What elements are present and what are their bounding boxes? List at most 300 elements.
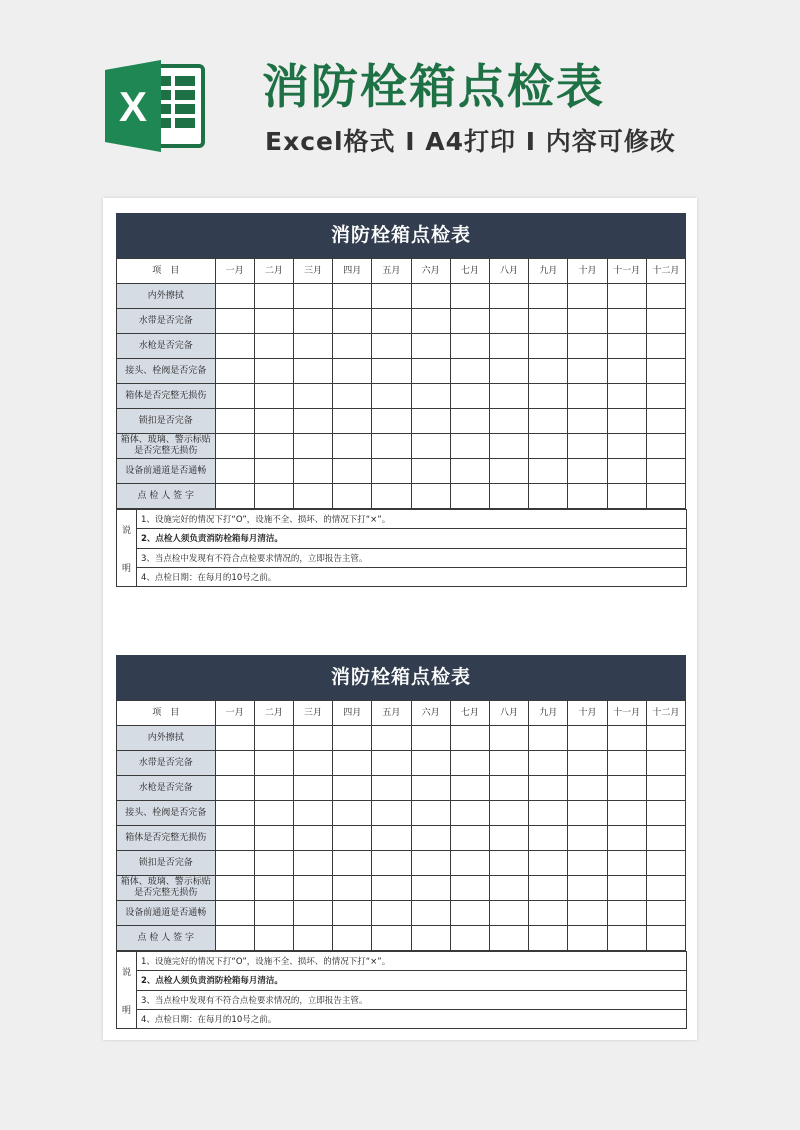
check-cell[interactable] <box>529 876 568 901</box>
month-header: 六月 <box>411 701 450 726</box>
check-cell[interactable] <box>254 484 293 509</box>
check-cell[interactable] <box>215 801 254 826</box>
logo-letter: X <box>118 83 148 130</box>
check-cell[interactable] <box>215 409 254 434</box>
check-cell[interactable] <box>333 876 372 901</box>
check-cell[interactable] <box>529 459 568 484</box>
check-cell[interactable] <box>215 926 254 951</box>
table-row <box>117 409 686 434</box>
table-row <box>117 309 686 334</box>
check-cell[interactable] <box>411 459 450 484</box>
check-cell[interactable] <box>293 384 332 409</box>
check-cell[interactable] <box>215 359 254 384</box>
check-cell[interactable] <box>450 434 489 459</box>
check-cell[interactable] <box>293 484 332 509</box>
note-text: 3、当点检中发现有不符合点检要求情况的，立即报告主管。 <box>137 990 687 1009</box>
check-cell[interactable] <box>646 901 685 926</box>
check-cell[interactable] <box>607 384 646 409</box>
month-header: 四月 <box>333 701 372 726</box>
check-cell[interactable] <box>254 776 293 801</box>
check-cell[interactable] <box>372 384 411 409</box>
check-cell[interactable] <box>333 284 372 309</box>
check-cell[interactable] <box>607 876 646 901</box>
check-cell[interactable] <box>372 359 411 384</box>
check-cell[interactable] <box>646 334 685 359</box>
check-cell[interactable] <box>333 776 372 801</box>
notes-label-char: 说 <box>121 525 131 536</box>
check-cell[interactable] <box>333 384 372 409</box>
check-cell[interactable] <box>607 334 646 359</box>
check-cell[interactable] <box>450 409 489 434</box>
check-cell[interactable] <box>254 876 293 901</box>
month-header: 十一月 <box>607 701 646 726</box>
check-cell[interactable] <box>489 901 528 926</box>
check-cell[interactable] <box>450 309 489 334</box>
check-cell[interactable] <box>607 776 646 801</box>
check-cell[interactable] <box>254 901 293 926</box>
check-cell[interactable] <box>489 726 528 751</box>
month-header: 九月 <box>529 259 568 284</box>
check-cell[interactable] <box>372 801 411 826</box>
check-cell[interactable] <box>372 851 411 876</box>
sheet-title: 消防栓箱点检表 <box>116 213 686 258</box>
check-cell[interactable] <box>489 459 528 484</box>
check-cell[interactable] <box>568 434 607 459</box>
check-cell[interactable] <box>646 826 685 851</box>
check-cell[interactable] <box>607 309 646 334</box>
check-cell[interactable] <box>293 284 332 309</box>
check-cell[interactable] <box>411 776 450 801</box>
month-header: 一月 <box>215 259 254 284</box>
table-row <box>117 359 686 384</box>
check-cell[interactable] <box>529 384 568 409</box>
note-row <box>117 971 687 990</box>
check-cell[interactable] <box>215 776 254 801</box>
check-cell[interactable] <box>372 459 411 484</box>
check-cell[interactable] <box>293 751 332 776</box>
check-cell[interactable] <box>450 876 489 901</box>
check-cell[interactable] <box>333 726 372 751</box>
check-cell[interactable] <box>293 826 332 851</box>
check-cell[interactable] <box>333 751 372 776</box>
check-cell[interactable] <box>529 434 568 459</box>
check-cell[interactable] <box>254 926 293 951</box>
check-cell[interactable] <box>607 434 646 459</box>
check-cell[interactable] <box>293 334 332 359</box>
check-cell[interactable] <box>646 776 685 801</box>
notes-label-char: 说 <box>121 967 131 978</box>
check-cell[interactable] <box>529 309 568 334</box>
check-cell[interactable] <box>607 359 646 384</box>
check-cell[interactable] <box>372 409 411 434</box>
inspection-table <box>116 700 686 951</box>
check-cell[interactable] <box>529 926 568 951</box>
check-cell[interactable] <box>489 284 528 309</box>
check-cell[interactable] <box>411 484 450 509</box>
check-cell[interactable] <box>411 359 450 384</box>
check-cell[interactable] <box>646 851 685 876</box>
check-cell[interactable] <box>293 309 332 334</box>
check-cell[interactable] <box>489 434 528 459</box>
check-cell[interactable] <box>646 726 685 751</box>
note-row <box>117 952 687 971</box>
item-label: 接头、栓阀是否完备 <box>117 359 216 384</box>
check-cell[interactable] <box>450 459 489 484</box>
check-cell[interactable] <box>646 484 685 509</box>
check-cell[interactable] <box>372 826 411 851</box>
check-cell[interactable] <box>411 876 450 901</box>
check-cell[interactable] <box>372 901 411 926</box>
check-cell[interactable] <box>489 801 528 826</box>
check-cell[interactable] <box>215 901 254 926</box>
check-cell[interactable] <box>293 434 332 459</box>
note-row <box>117 510 687 529</box>
check-cell[interactable] <box>568 309 607 334</box>
check-cell[interactable] <box>489 409 528 434</box>
check-cell[interactable] <box>293 851 332 876</box>
notes-label-char: 明 <box>121 563 131 574</box>
month-header: 八月 <box>489 259 528 284</box>
month-header: 十月 <box>568 701 607 726</box>
check-cell[interactable] <box>568 459 607 484</box>
check-cell[interactable] <box>372 309 411 334</box>
check-cell[interactable] <box>215 309 254 334</box>
check-cell[interactable] <box>529 826 568 851</box>
table-row <box>117 801 686 826</box>
check-cell[interactable] <box>372 751 411 776</box>
check-cell[interactable] <box>529 484 568 509</box>
check-cell[interactable] <box>333 309 372 334</box>
check-cell[interactable] <box>489 309 528 334</box>
check-cell[interactable] <box>254 459 293 484</box>
check-cell[interactable] <box>411 384 450 409</box>
check-cell[interactable] <box>529 334 568 359</box>
check-cell[interactable] <box>646 359 685 384</box>
check-cell[interactable] <box>489 826 528 851</box>
check-cell[interactable] <box>254 284 293 309</box>
item-label: 设备前通道是否通畅 <box>117 901 216 926</box>
note-text: 1、设施完好的情况下打“O”，设施不全、损坏、的情况下打“×”。 <box>137 510 687 529</box>
check-cell[interactable] <box>450 484 489 509</box>
check-cell[interactable] <box>411 751 450 776</box>
check-cell[interactable] <box>568 284 607 309</box>
check-cell[interactable] <box>293 726 332 751</box>
month-header: 二月 <box>254 701 293 726</box>
check-cell[interactable] <box>411 826 450 851</box>
item-label: 接头、栓阀是否完备 <box>117 801 216 826</box>
notes-label <box>117 952 137 1029</box>
table-row <box>117 334 686 359</box>
check-cell[interactable] <box>450 851 489 876</box>
month-header: 十二月 <box>646 701 685 726</box>
check-cell[interactable] <box>646 876 685 901</box>
check-cell[interactable] <box>450 334 489 359</box>
check-cell[interactable] <box>607 901 646 926</box>
check-cell[interactable] <box>450 926 489 951</box>
check-cell[interactable] <box>411 926 450 951</box>
check-cell[interactable] <box>254 851 293 876</box>
check-cell[interactable] <box>293 359 332 384</box>
check-cell[interactable] <box>293 801 332 826</box>
notes-table <box>116 509 687 587</box>
check-cell[interactable] <box>333 484 372 509</box>
note-row <box>117 529 687 548</box>
check-cell[interactable] <box>372 434 411 459</box>
table-row <box>117 926 686 951</box>
check-cell[interactable] <box>529 359 568 384</box>
check-cell[interactable] <box>215 284 254 309</box>
month-header: 三月 <box>293 701 332 726</box>
check-cell[interactable] <box>333 409 372 434</box>
check-cell[interactable] <box>450 776 489 801</box>
header-row <box>117 259 686 284</box>
check-cell[interactable] <box>568 926 607 951</box>
page-subtitle: Excel格式 I A4打印 I 内容可修改 <box>265 127 676 156</box>
item-label: 内外擦拭 <box>117 284 216 309</box>
check-cell[interactable] <box>215 751 254 776</box>
check-cell[interactable] <box>411 334 450 359</box>
month-header: 十一月 <box>607 259 646 284</box>
check-cell[interactable] <box>607 284 646 309</box>
header-row <box>117 701 686 726</box>
check-cell[interactable] <box>411 284 450 309</box>
check-cell[interactable] <box>607 484 646 509</box>
check-cell[interactable] <box>568 751 607 776</box>
check-cell[interactable] <box>293 901 332 926</box>
item-label: 内外擦拭 <box>117 726 216 751</box>
check-cell[interactable] <box>607 801 646 826</box>
note-text: 4、点检日期：在每月的10号之前。 <box>137 1009 687 1028</box>
table-row <box>117 751 686 776</box>
check-cell[interactable] <box>529 901 568 926</box>
check-cell[interactable] <box>607 826 646 851</box>
check-cell[interactable] <box>254 726 293 751</box>
table-row <box>117 876 686 901</box>
check-cell[interactable] <box>215 434 254 459</box>
check-cell[interactable] <box>529 409 568 434</box>
inspection-table <box>116 258 686 509</box>
check-cell[interactable] <box>254 434 293 459</box>
check-cell[interactable] <box>568 851 607 876</box>
check-cell[interactable] <box>529 284 568 309</box>
check-cell[interactable] <box>489 751 528 776</box>
month-header: 二月 <box>254 259 293 284</box>
table-row <box>117 434 686 459</box>
check-cell[interactable] <box>568 776 607 801</box>
check-cell[interactable] <box>411 409 450 434</box>
check-cell[interactable] <box>215 826 254 851</box>
check-cell[interactable] <box>529 751 568 776</box>
table-row <box>117 901 686 926</box>
check-cell[interactable] <box>489 776 528 801</box>
month-header: 六月 <box>411 259 450 284</box>
check-cell[interactable] <box>646 751 685 776</box>
check-cell[interactable] <box>607 851 646 876</box>
check-cell[interactable] <box>372 284 411 309</box>
check-cell[interactable] <box>333 826 372 851</box>
inspection-sheet <box>116 213 686 587</box>
table-row <box>117 826 686 851</box>
item-label: 锁扣是否完备 <box>117 409 216 434</box>
check-cell[interactable] <box>646 384 685 409</box>
check-cell[interactable] <box>646 459 685 484</box>
check-cell[interactable] <box>333 334 372 359</box>
notes-table <box>116 951 687 1029</box>
check-cell[interactable] <box>254 801 293 826</box>
check-cell[interactable] <box>646 926 685 951</box>
check-cell[interactable] <box>411 801 450 826</box>
check-cell[interactable] <box>215 726 254 751</box>
check-cell[interactable] <box>646 284 685 309</box>
header-item-label: 项 目 <box>117 701 216 726</box>
excel-logo-icon <box>103 58 205 154</box>
check-cell[interactable] <box>450 801 489 826</box>
item-label: 点 检 人 签 字 <box>117 926 216 951</box>
note-text: 2、点检人须负责消防栓箱每月清洁。 <box>137 529 687 548</box>
note-text: 4、点检日期：在每月的10号之前。 <box>137 567 687 586</box>
check-cell[interactable] <box>489 876 528 901</box>
check-cell[interactable] <box>293 876 332 901</box>
check-cell[interactable] <box>215 851 254 876</box>
check-cell[interactable] <box>568 384 607 409</box>
check-cell[interactable] <box>411 851 450 876</box>
table-row <box>117 384 686 409</box>
check-cell[interactable] <box>333 801 372 826</box>
check-cell[interactable] <box>568 876 607 901</box>
check-cell[interactable] <box>372 334 411 359</box>
check-cell[interactable] <box>450 726 489 751</box>
check-cell[interactable] <box>411 726 450 751</box>
check-cell[interactable] <box>450 826 489 851</box>
table-row <box>117 459 686 484</box>
check-cell[interactable] <box>411 309 450 334</box>
check-cell[interactable] <box>646 309 685 334</box>
check-cell[interactable] <box>607 926 646 951</box>
month-header: 十二月 <box>646 259 685 284</box>
note-text: 1、设施完好的情况下打“O”，设施不全、损坏、的情况下打“×”。 <box>137 952 687 971</box>
check-cell[interactable] <box>293 776 332 801</box>
month-header: 三月 <box>293 259 332 284</box>
month-header: 七月 <box>450 259 489 284</box>
item-label: 箱体、玻璃、警示标贴是否完整无损伤 <box>117 876 216 901</box>
check-cell[interactable] <box>254 309 293 334</box>
check-cell[interactable] <box>568 359 607 384</box>
item-label: 箱体是否完整无损伤 <box>117 826 216 851</box>
note-row <box>117 567 687 586</box>
check-cell[interactable] <box>372 484 411 509</box>
check-cell[interactable] <box>254 409 293 434</box>
check-cell[interactable] <box>215 459 254 484</box>
page-title: 消防栓箱点检表 <box>262 60 605 115</box>
month-header: 八月 <box>489 701 528 726</box>
check-cell[interactable] <box>372 776 411 801</box>
check-cell[interactable] <box>372 876 411 901</box>
check-cell[interactable] <box>529 776 568 801</box>
item-label: 水带是否完备 <box>117 751 216 776</box>
check-cell[interactable] <box>450 359 489 384</box>
check-cell[interactable] <box>568 826 607 851</box>
check-cell[interactable] <box>333 926 372 951</box>
check-cell[interactable] <box>607 726 646 751</box>
month-header: 十月 <box>568 259 607 284</box>
check-cell[interactable] <box>568 801 607 826</box>
check-cell[interactable] <box>293 409 332 434</box>
check-cell[interactable] <box>215 484 254 509</box>
check-cell[interactable] <box>254 751 293 776</box>
check-cell[interactable] <box>489 926 528 951</box>
check-cell[interactable] <box>411 901 450 926</box>
check-cell[interactable] <box>254 359 293 384</box>
check-cell[interactable] <box>293 926 332 951</box>
item-label: 箱体是否完整无损伤 <box>117 384 216 409</box>
month-header: 五月 <box>372 259 411 284</box>
check-cell[interactable] <box>254 384 293 409</box>
check-cell[interactable] <box>568 726 607 751</box>
page-header <box>0 0 800 195</box>
check-cell[interactable] <box>450 901 489 926</box>
item-label: 点 检 人 签 字 <box>117 484 216 509</box>
note-row <box>117 548 687 567</box>
item-label: 箱体、玻璃、警示标贴是否完整无损伤 <box>117 434 216 459</box>
note-row <box>117 1009 687 1028</box>
check-cell[interactable] <box>529 726 568 751</box>
check-cell[interactable] <box>568 334 607 359</box>
check-cell[interactable] <box>489 334 528 359</box>
check-cell[interactable] <box>411 434 450 459</box>
check-cell[interactable] <box>489 484 528 509</box>
check-cell[interactable] <box>254 334 293 359</box>
table-row <box>117 484 686 509</box>
check-cell[interactable] <box>489 851 528 876</box>
table-row <box>117 851 686 876</box>
check-cell[interactable] <box>646 409 685 434</box>
table-row <box>117 776 686 801</box>
check-cell[interactable] <box>607 409 646 434</box>
check-cell[interactable] <box>450 284 489 309</box>
notes-label-char: 明 <box>121 1005 131 1016</box>
check-cell[interactable] <box>489 359 528 384</box>
check-cell[interactable] <box>372 726 411 751</box>
check-cell[interactable] <box>450 384 489 409</box>
check-cell[interactable] <box>646 801 685 826</box>
month-header: 七月 <box>450 701 489 726</box>
check-cell[interactable] <box>215 334 254 359</box>
check-cell[interactable] <box>333 851 372 876</box>
check-cell[interactable] <box>333 459 372 484</box>
check-cell[interactable] <box>568 409 607 434</box>
notes-label <box>117 510 137 587</box>
check-cell[interactable] <box>529 851 568 876</box>
check-cell[interactable] <box>215 384 254 409</box>
check-cell[interactable] <box>333 901 372 926</box>
check-cell[interactable] <box>568 901 607 926</box>
check-cell[interactable] <box>607 459 646 484</box>
check-cell[interactable] <box>607 751 646 776</box>
item-label: 水枪是否完备 <box>117 776 216 801</box>
check-cell[interactable] <box>333 359 372 384</box>
check-cell[interactable] <box>646 434 685 459</box>
check-cell[interactable] <box>450 751 489 776</box>
check-cell[interactable] <box>293 459 332 484</box>
check-cell[interactable] <box>529 801 568 826</box>
check-cell[interactable] <box>568 484 607 509</box>
check-cell[interactable] <box>372 926 411 951</box>
check-cell[interactable] <box>254 826 293 851</box>
check-cell[interactable] <box>215 876 254 901</box>
check-cell[interactable] <box>333 434 372 459</box>
check-cell[interactable] <box>489 384 528 409</box>
month-header: 九月 <box>529 701 568 726</box>
